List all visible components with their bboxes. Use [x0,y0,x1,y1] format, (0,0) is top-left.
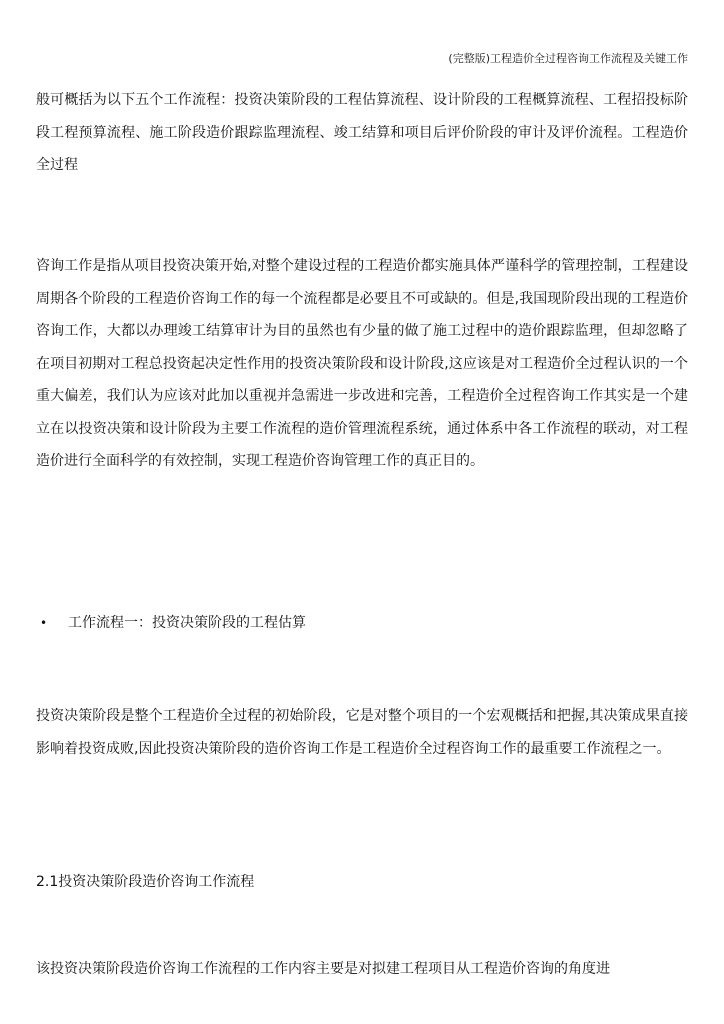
paragraph-workflow-content: 该投资决策阶段造价咨询工作流程的工作内容主要是对拟建工程项目从工程造价咨询的角度进 [36,961,610,977]
bullet-marker: • [40,616,48,630]
paragraph-workflow-overview: 般可概括为以下五个工作流程：投资决策阶段的工程估算流程、设计阶段的工程概算流程、工程招投标阶段工程预算流程、施工阶段造价跟踪监理流程、竣工结算和项目后评价阶段的审计及评价流程。工程造价全过程 [36,92,688,173]
paragraph-investment-decision-stage: 投资决策阶段是整个工程造价全过程的初始阶段，它是对整个项目的一个宏观概括和把握,其决策成果直接影响着投资成败,因此投资决策阶段的造价咨询工作是工程造价全过程咨询工作的最重要工作流程之一。 [36,708,688,757]
section-heading-2-1: 2.1投资决策阶段造价咨询工作流程 [36,874,255,890]
running-header: (完整版)工程造价全过程咨询工作流程及关键工作 [448,52,688,65]
paragraph-full-process-consulting: 咨询工作是指从项目投资决策开始,对整个建设过程的工程造价都实施具体严谨科学的管理控制，工程建设周期各个阶段的工程造价咨询工作的每一个流程都是必要且不可或缺的。但是,我国现阶段出现的工程造价咨询工作，大都以办理竣工结算审计为目的虽然也有少量的做了施工过程中的造价跟踪监理，但却忽略了在项目初期对工程总投资起决定性作用的投资决策阶段和设计阶段,这应该是对工程造价全过程认识的一个重大偏差，我们认为应该对此加以重视并急需进一步改进和完善，工程造价全过程咨询工作其实是一个建立在以投资决策和设计阶段为主要工作流程的造价管理流程系统，通过体系中各工作流程的联动，对工程造价进行全面科学的有效控制，实现工程造价咨询管理工作的真正目的。 [36,258,688,469]
bullet-item-text: 工作流程一：投资决策阶段的工程估算 [68,615,306,631]
bullet-item-workflow-one [40,609,306,637]
